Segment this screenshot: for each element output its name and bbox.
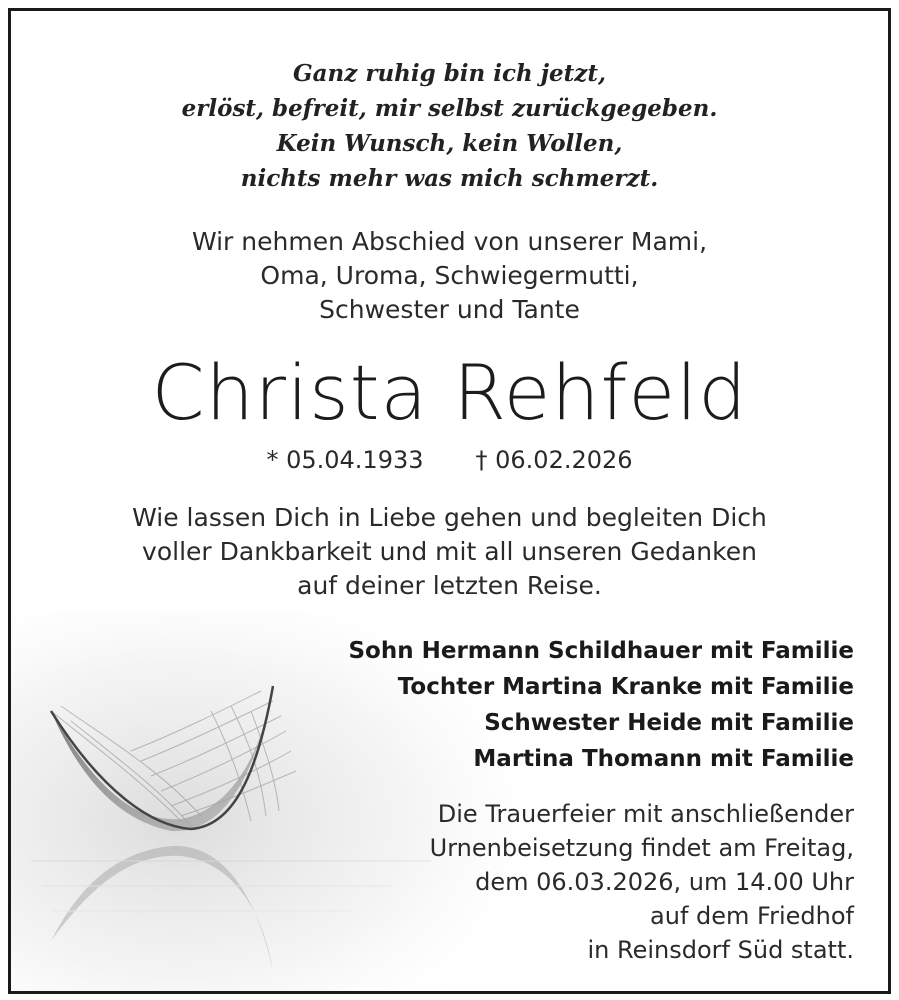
poem-line: erlöst, befreit, mir selbst zurückgegeben.	[181, 95, 718, 122]
farewell-intro	[11, 225, 888, 327]
mourners-list	[348, 633, 854, 777]
funeral-line: auf dem Friedhof	[650, 902, 854, 930]
poem-verse	[11, 56, 888, 196]
death-date: † 06.02.2026	[475, 446, 633, 474]
obituary-notice	[8, 8, 891, 994]
deceased-name: Christa Rehfeld	[151, 348, 748, 437]
mourner-entry: Tochter Martina Kranke mit Familie	[397, 674, 854, 700]
funeral-line: Urnenbeisetzung findet am Freitag,	[429, 834, 854, 862]
intro-line: Wir nehmen Abschied von unserer Mami,	[191, 227, 708, 256]
funeral-line: dem 06.03.2026, um 14.00 Uhr	[475, 868, 854, 896]
mourner-entry: Sohn Hermann Schildhauer mit Familie	[348, 638, 854, 664]
farewell-line: voller Dankbarkeit und mit all unseren Gedanken	[142, 537, 757, 566]
life-dates	[11, 443, 888, 477]
poem-line: Ganz ruhig bin ich jetzt,	[292, 60, 606, 87]
intro-line: Schwester und Tante	[319, 295, 580, 324]
funeral-details	[430, 797, 854, 967]
farewell-line: Wie lassen Dich in Liebe gehen und begleiten Dich	[132, 503, 767, 532]
poem-line: nichts mehr was mich schmerzt.	[240, 165, 659, 192]
poem-line: Kein Wunsch, kein Wollen,	[276, 130, 623, 157]
birth-date: * 05.04.1933	[266, 446, 424, 474]
farewell-line: auf deiner letzten Reise.	[297, 571, 602, 600]
intro-line: Oma, Uroma, Schwiegermutti,	[260, 261, 639, 290]
funeral-line: Die Trauerfeier mit anschließender	[437, 800, 854, 828]
farewell-text	[11, 501, 888, 603]
funeral-line: in Reinsdorf Süd statt.	[587, 936, 854, 964]
mourner-entry: Schwester Heide mit Familie	[484, 710, 854, 736]
mourner-entry: Martina Thomann mit Familie	[473, 746, 854, 772]
